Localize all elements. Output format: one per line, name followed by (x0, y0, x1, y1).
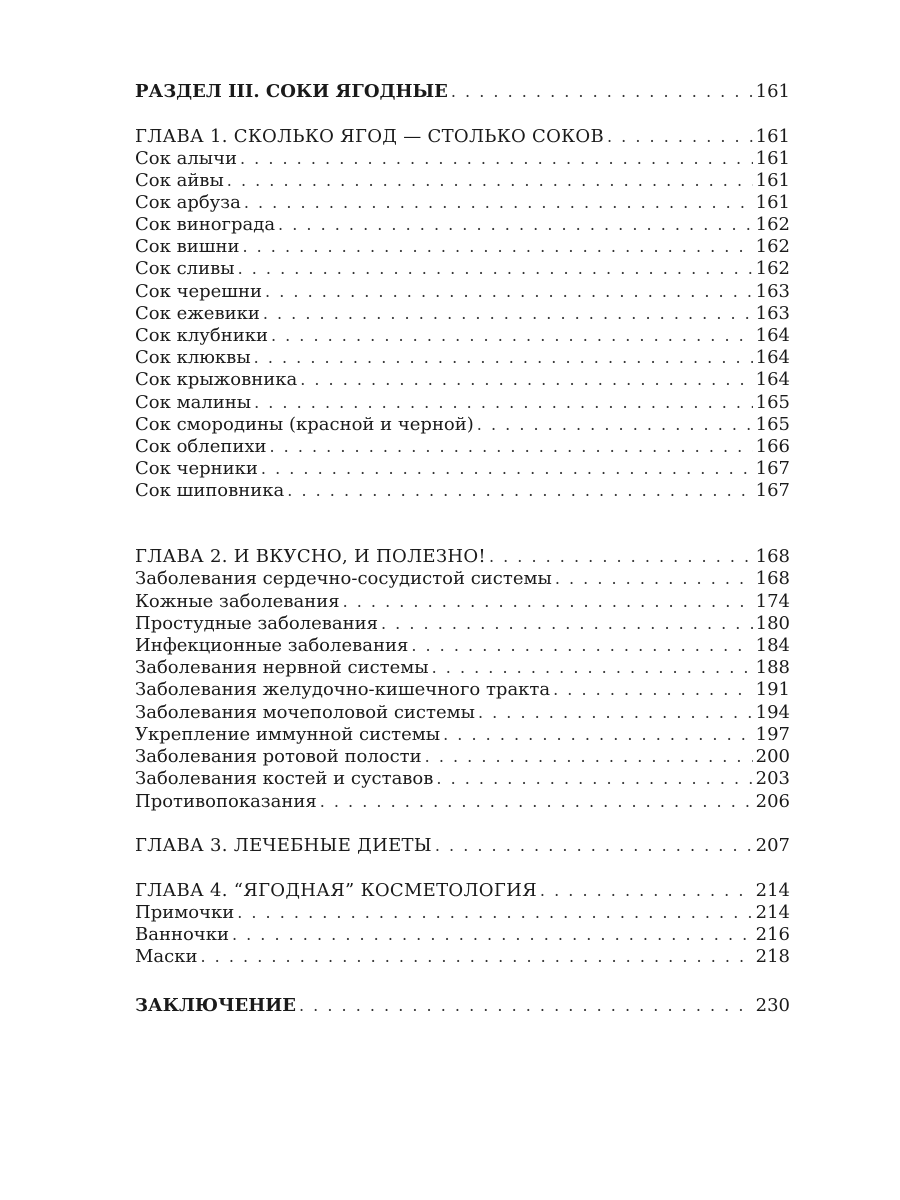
toc-entry (135, 790, 790, 814)
toc-entry (135, 479, 790, 503)
toc-entry-title: Инфекционные заболевания (135, 635, 409, 656)
dot-leader (553, 678, 753, 702)
dot-leader (240, 147, 753, 171)
toc-page-number: 164 (755, 347, 790, 368)
toc-page-number: 203 (755, 768, 790, 789)
toc-entry-title: Сок шиповника (135, 480, 285, 501)
toc-entry-title: Заболевания нервной системы (135, 657, 429, 678)
toc-entry-title: Сок черешни (135, 281, 263, 302)
toc-section-heading (135, 80, 790, 104)
toc-section-heading (135, 994, 790, 1018)
toc-page-number: 216 (755, 924, 790, 945)
toc-entry-title: Ванночки (135, 924, 229, 945)
toc-page-number: 165 (755, 392, 790, 413)
toc-entry-title: ГЛАВА 4. “ЯГОДНАЯ” КОСМЕТОЛОГИЯ (135, 880, 537, 901)
dot-leader (244, 191, 753, 215)
toc-entry (135, 945, 790, 969)
toc-entry-title: Сок вишни (135, 236, 240, 257)
dot-leader (381, 612, 753, 636)
dot-leader (477, 413, 753, 437)
toc-page-number: 167 (755, 480, 790, 501)
dot-leader (242, 235, 752, 259)
toc-page-number: 184 (755, 635, 790, 656)
toc-entry (135, 391, 790, 415)
toc-page-number: 162 (755, 258, 790, 279)
toc-chapter-heading (135, 879, 790, 903)
toc-page-number: 214 (755, 902, 790, 923)
toc-page-number: 207 (755, 835, 790, 856)
toc-page-number: 161 (755, 126, 790, 147)
toc-page-number: 194 (755, 702, 790, 723)
toc-entry-title: Сок черники (135, 458, 258, 479)
toc-page-number: 166 (755, 436, 790, 457)
toc-page-number: 161 (755, 148, 790, 169)
toc-entry-title: Сок крыжовника (135, 369, 298, 390)
toc-entry (135, 923, 790, 947)
toc-page-number: 218 (755, 946, 790, 967)
dot-leader (425, 745, 753, 769)
toc-entry (135, 213, 790, 237)
dot-leader (300, 368, 752, 392)
toc-entry-title: Сок винограда (135, 214, 276, 235)
dot-leader (254, 346, 753, 370)
toc-entry-title: РАЗДЕЛ III. СОКИ ЯГОДНЫЕ (135, 81, 448, 102)
toc-entry (135, 567, 790, 591)
toc-entry-title: Сок смородины (красной и черной) (135, 414, 474, 435)
toc-entry-title: Заболевания мочеполовой системы (135, 702, 475, 723)
toc-entry-title: Сок сливы (135, 258, 235, 279)
dot-leader (278, 213, 753, 237)
toc-page-number: 200 (755, 746, 790, 767)
dot-leader (411, 634, 752, 658)
toc-entry (135, 590, 790, 614)
toc-page-number: 164 (755, 325, 790, 346)
toc-entry (135, 169, 790, 193)
dot-leader (238, 257, 753, 281)
dot-leader (237, 901, 752, 925)
toc-entry-title: Сок клюквы (135, 347, 251, 368)
toc-entry (135, 368, 790, 392)
toc-entry (135, 457, 790, 481)
dot-leader (271, 324, 753, 348)
toc-entry-title: Примочки (135, 902, 235, 923)
toc-chapter-heading (135, 545, 790, 569)
toc-page-number: 163 (755, 281, 790, 302)
toc-entry (135, 612, 790, 636)
toc-page-number: 162 (755, 214, 790, 235)
toc-entry-title: Простудные заболевания (135, 613, 378, 634)
toc-page-number: 188 (755, 657, 790, 678)
toc-entry-title: Заболевания сердечно-сосудистой системы (135, 568, 552, 589)
toc-entry (135, 302, 790, 326)
toc-entry (135, 745, 790, 769)
dot-leader (607, 125, 753, 149)
dot-leader (451, 80, 753, 104)
toc-entry (135, 324, 790, 348)
dot-leader (261, 457, 753, 481)
toc-entry-title: ГЛАВА 3. ЛЕЧЕБНЫЕ ДИЕТЫ (135, 835, 432, 856)
toc-page-number: 214 (755, 880, 790, 901)
toc-entry (135, 346, 790, 370)
toc-entry-title: Сок алычи (135, 148, 237, 169)
toc-chapter-heading (135, 125, 790, 149)
toc-entry (135, 634, 790, 658)
dot-leader (232, 923, 753, 947)
toc-entry (135, 413, 790, 437)
toc-entry-title: Противопоказания (135, 791, 317, 812)
toc-page-number: 167 (755, 458, 790, 479)
toc-page-number: 162 (755, 236, 790, 257)
toc-page-number: 180 (755, 613, 790, 634)
toc-page-number: 168 (755, 546, 790, 567)
dot-leader (299, 994, 753, 1018)
toc-entry-title: Сок клубники (135, 325, 268, 346)
dot-leader (343, 590, 753, 614)
toc-entry (135, 678, 790, 702)
toc-page-number: 161 (755, 170, 790, 191)
toc-page-number: 206 (755, 791, 790, 812)
toc-entry (135, 257, 790, 281)
toc-entry-title: ГЛАВА 2. И ВКУСНО, И ПОЛЕЗНО! (135, 546, 486, 567)
toc-entry (135, 280, 790, 304)
dot-leader (489, 545, 753, 569)
dot-leader (320, 790, 753, 814)
dot-leader (227, 169, 753, 193)
toc-entry-title: Сок малины (135, 392, 252, 413)
dot-leader (263, 302, 753, 326)
toc-page-number: 161 (755, 81, 790, 102)
dot-leader (287, 479, 752, 503)
toc-page-number: 230 (755, 995, 790, 1016)
toc-page-number: 163 (755, 303, 790, 324)
toc-page-number: 168 (755, 568, 790, 589)
toc-entry-title: ГЛАВА 1. СКОЛЬКО ЯГОД — СТОЛЬКО СОКОВ (135, 126, 604, 147)
dot-leader (265, 280, 753, 304)
toc-page-number: 164 (755, 369, 790, 390)
dot-leader (443, 723, 753, 747)
toc-entry (135, 723, 790, 747)
toc-entry (135, 191, 790, 215)
dot-leader (555, 567, 753, 591)
toc-entry-title: Кожные заболевания (135, 591, 340, 612)
toc-entry (135, 235, 790, 259)
dot-leader (540, 879, 753, 903)
dot-leader (432, 656, 753, 680)
toc-entry (135, 901, 790, 925)
dot-leader (254, 391, 753, 415)
toc-entry (135, 767, 790, 791)
toc-entry (135, 701, 790, 725)
toc-chapter-heading (135, 834, 790, 858)
toc-page-number: 191 (755, 679, 790, 700)
dot-leader (201, 945, 753, 969)
toc-entry (135, 656, 790, 680)
toc-page-number: 161 (755, 192, 790, 213)
dot-leader (269, 435, 752, 459)
toc-entry-title: Заболевания костей и суставов (135, 768, 434, 789)
toc-entry-title: ЗАКЛЮЧЕНИЕ (135, 995, 296, 1016)
dot-leader (478, 701, 753, 725)
toc-page-number: 174 (755, 591, 790, 612)
dot-leader (436, 767, 752, 791)
toc-entry-title: Сок облепихи (135, 436, 267, 457)
toc-entry-title: Заболевания ротовой полости (135, 746, 422, 767)
toc-entry (135, 147, 790, 171)
toc-page-number: 165 (755, 414, 790, 435)
toc-entry-title: Сок ежевики (135, 303, 260, 324)
dot-leader (435, 834, 753, 858)
toc-entry-title: Сок айвы (135, 170, 224, 191)
toc-entry-title: Укрепление иммунной системы (135, 724, 441, 745)
toc-entry-title: Маски (135, 946, 198, 967)
toc-page-number: 197 (755, 724, 790, 745)
toc-entry (135, 435, 790, 459)
toc-entry-title: Заболевания желудочно-кишечного тракта (135, 679, 551, 700)
toc-entry-title: Сок арбуза (135, 192, 241, 213)
